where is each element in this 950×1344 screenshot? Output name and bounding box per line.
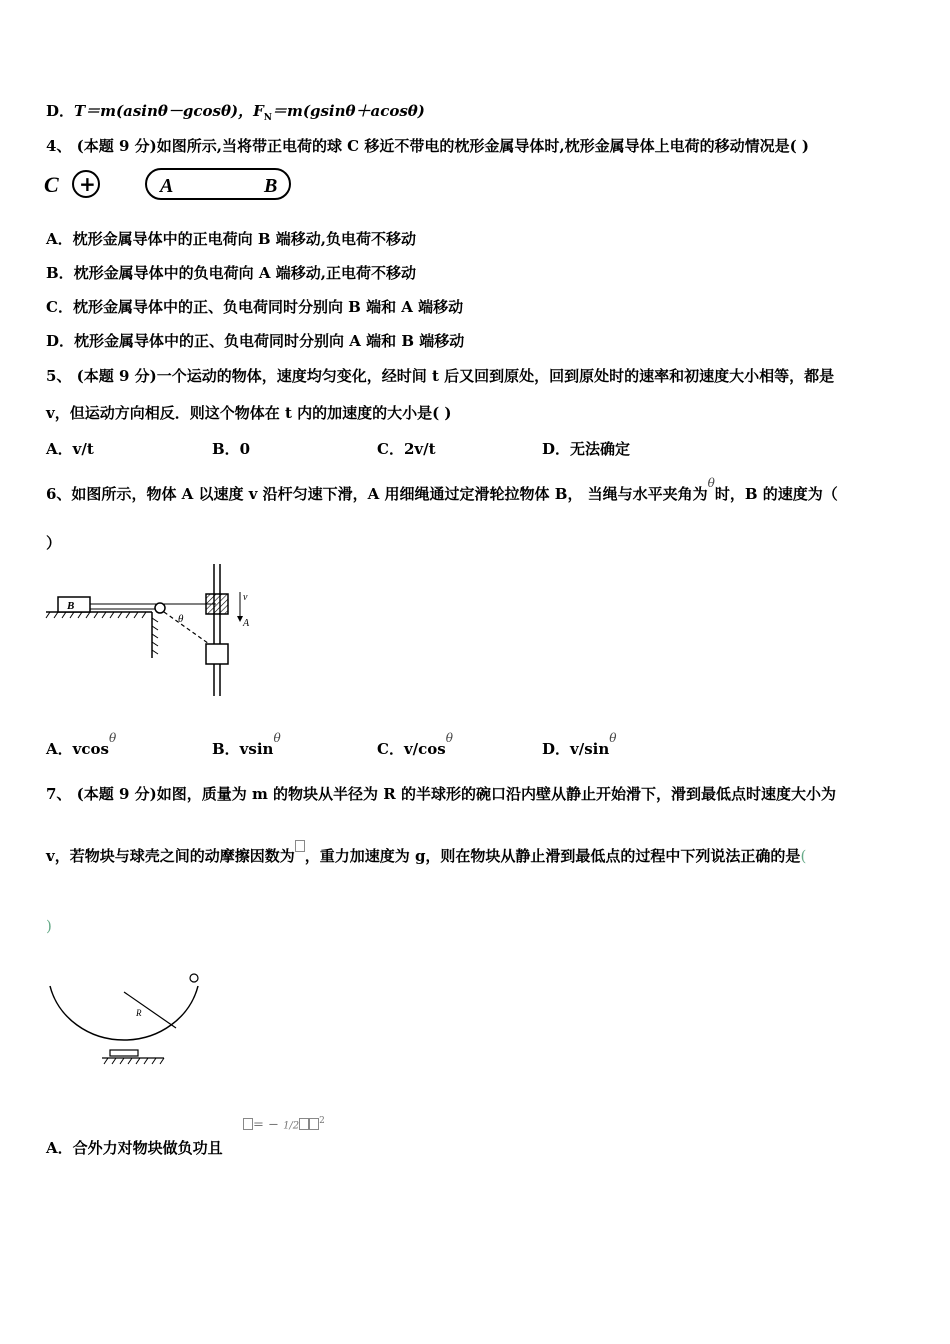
theta-symbol: θ <box>609 731 617 745</box>
formula-exponent: 2 <box>319 1116 325 1126</box>
q4-stem: 4、 (本题 9 分)如图所示,当将带正电荷的球 C 移近不带电的枕形金属导体时,枕形金属导体上电荷的移动情况是( ) <box>46 137 809 155</box>
velocity-label: v <box>243 592 248 603</box>
q6-stem-part2: 时，B 的速度为（ <box>714 485 838 503</box>
block-m <box>190 974 198 982</box>
q6-stem-part1: 6、如图所示，物体 A 以速度 v 沿杆匀速下滑，A 用细绳通过定滑轮拉物体 B， 当绳与水平夹角为 <box>46 485 708 503</box>
q7-stem-part1: v，若物块与球壳之间的动摩擦因数为 <box>46 847 295 865</box>
q6-figure <box>44 562 264 700</box>
q6-option-d <box>542 731 617 759</box>
q7-figure <box>44 966 210 1076</box>
option-text: D．v/sin <box>542 740 610 758</box>
subscript-n: N <box>263 113 272 123</box>
q4-option-c: C．枕形金属导体中的正、负电荷同时分别向 B 端和 A 端移动 <box>46 298 464 316</box>
option-d-formula: T＝m(asinθ－gcosθ)，F <box>74 102 264 120</box>
q5-stem-line2: v，但运动方向相反．则这个物体在 t 内的加速度的大小是( ) <box>46 404 452 422</box>
q7-stem-line2 <box>46 846 806 866</box>
q6-stem-close: ） <box>46 534 62 552</box>
option-text: C．v/cos <box>377 740 446 758</box>
option-text: B．vsin <box>212 740 274 758</box>
q4-option-b: B．枕形金属导体中的负电荷向 A 端移动,正电荷不移动 <box>46 264 416 282</box>
arrow-a-label: A <box>243 618 250 629</box>
work-symbol-placeholder <box>243 1118 253 1130</box>
q5-option-b: B．0 <box>212 440 251 458</box>
q7-close-paren: ) <box>46 917 52 935</box>
q4-option-a: A．枕形金属导体中的正电荷向 B 端移动,负电荷不移动 <box>46 230 416 248</box>
q6-option-c <box>377 731 453 759</box>
velocity-symbol-placeholder <box>309 1118 319 1130</box>
block-b-label: B <box>67 600 75 612</box>
radius-label: R <box>136 1008 142 1018</box>
open-paren: ( <box>800 847 807 865</box>
formula-equals: = − <box>253 1117 284 1133</box>
end-a-label: A <box>160 175 174 197</box>
plus-sign: + <box>79 172 96 196</box>
q7-stem-part2: ，重力加速度为 g，则在物块从静止滑到最低点的过程中下列说法正确的是 <box>304 847 801 865</box>
theta-symbol: θ <box>445 731 453 745</box>
mu-symbol-placeholder <box>295 840 305 852</box>
theta-symbol: θ <box>108 731 117 745</box>
block-a-initial <box>206 594 228 614</box>
q3-option-d <box>46 101 425 128</box>
theta-symbol: θ <box>707 476 715 490</box>
end-b-label: B <box>264 175 278 197</box>
angle-label: θ <box>178 613 184 625</box>
theta-symbol: θ <box>273 731 281 745</box>
q5-option-a: A．v/t <box>46 440 94 458</box>
q7-stem-line1: 7、 (本题 9 分)如图，质量为 m 的物块从半径为 R 的半球形的碗口沿内壁从静止开始滑下，滑到最低点时速度大小为 <box>46 785 836 803</box>
q5-option-c: C．2v/t <box>377 440 436 458</box>
q6-option-a <box>46 731 117 759</box>
hemispherical-bowl <box>50 986 198 1040</box>
formula-fraction: 1/2 <box>283 1120 300 1132</box>
option-label: D． <box>46 102 75 120</box>
option-text: A．vcos <box>46 740 109 758</box>
q7-option-a-formula <box>243 1116 325 1132</box>
mass-symbol-placeholder <box>299 1118 309 1130</box>
q4-figure <box>42 166 302 204</box>
radius-line <box>124 992 176 1028</box>
q6-option-b <box>212 731 281 759</box>
ball-c-label: C <box>44 172 59 197</box>
q5-option-d: D．无法确定 <box>542 440 631 458</box>
q6-stem <box>46 476 838 505</box>
block-a <box>206 644 228 664</box>
q5-stem-line1: 5、 (本题 9 分)一个运动的物体，速度均匀变化，经时间 t 后又回到原处，回到原处时的速率和初速度大小相等，都是 <box>46 367 835 385</box>
q4-option-d: D．枕形金属导体中的正、负电荷同时分别向 A 端和 B 端移动 <box>46 332 465 350</box>
q7-option-a: A．合外力对物块做负功且 <box>46 1139 223 1157</box>
option-d-formula-2: ＝m(gsinθ＋acosθ) <box>271 102 425 120</box>
